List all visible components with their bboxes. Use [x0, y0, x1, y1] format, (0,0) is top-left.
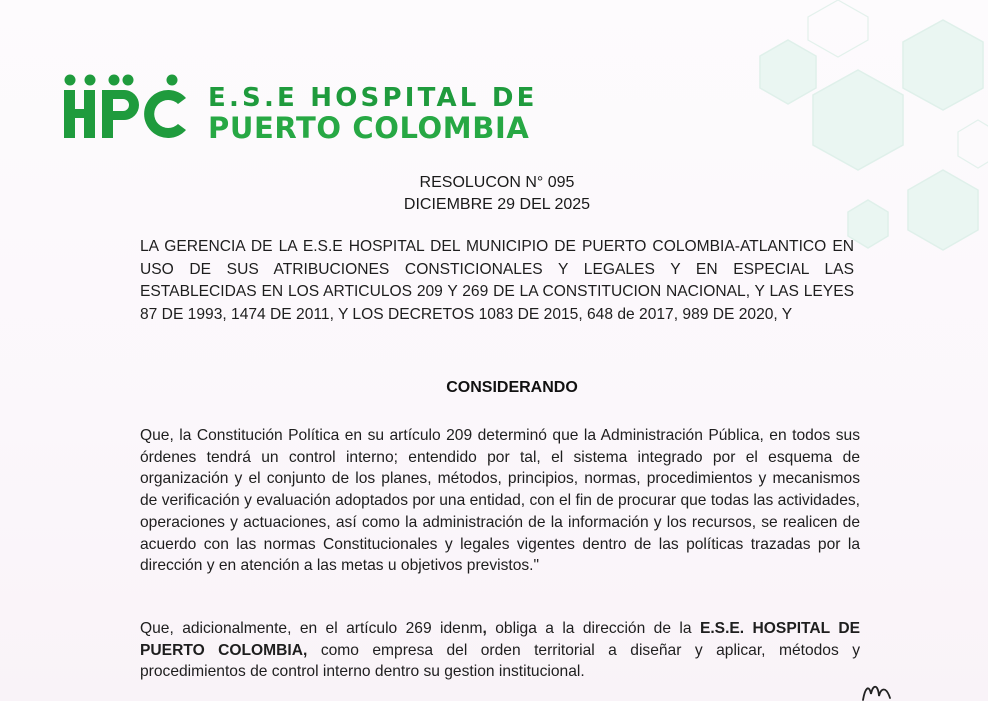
logo-title-line2: PUERTO COLOMBIA: [208, 111, 530, 145]
resolution-heading: [0, 172, 988, 216]
hpc-logo-mark-icon: [62, 72, 192, 142]
paragraph-article-269: [140, 618, 860, 683]
considerando-title: CONSIDERANDO: [446, 379, 578, 396]
hospital-logo: [62, 72, 582, 145]
paragraph2-part2: obliga a la dirección de la: [486, 620, 700, 637]
logo-title-line1: E.S.E HOSPITAL DE: [208, 83, 538, 113]
paragraph2-part3: como empresa del orden territorial a diseñar y aplicar, métodos y procedimientos de control interno dentro su gestion institucional.: [140, 641, 860, 681]
paragraph2-entity: E.S.E. HOSPITAL DE PUERTO COLOMBIA,: [140, 620, 860, 659]
handwritten-initials-icon: [860, 680, 894, 701]
resolution-date: DICIEMBRE 29 DEL 2025: [403, 196, 591, 213]
paragraph-article-209: Que, la Constitución Política en su artículo 209 determinó que la Administración Pública, en todos sus órdenes tendrá un control interno; entendido por tal, el sistema integrado por el esquema de organización y el conjunto de los planes, métodos, principios, normas, procedimientos y mecanismos de verificación y evaluación adoptados por una entidad, con el fin de procurar que todas las actividades, operaciones y actuaciones, así como la administración de la información y los recursos, se realicen de acuerdo con las normas Constitucionales y legales vigentes dentro de las políticas trazadas por la dirección y en atención a las metas u objetivos previstos.": [140, 427, 860, 575]
preamble-paragraph: LA GERENCIA DE LA E.S.E HOSPITAL DEL MUNICIPIO DE PUERTO COLOMBIA-ATLANTICO EN USO DE SUS ATRIBUCIONES CONSTICIONALES Y LEGALES Y EN ESPECIAL LAS ESTABLECIDAS EN LOS ARTICULOS 209 Y 269 DE LA CONSTITUCION NACIONAL, Y LAS LEYES 87 DE 1993, 1474 DE 2011, Y LOS DECRETOS 1083 DE 2015, 648 de 2017, 989 DE 2020, Y: [140, 238, 854, 324]
paragraph2-comma: ,: [482, 620, 487, 637]
resolution-number: RESOLUCON N° 095: [419, 174, 575, 191]
paragraph2-part1: Que, adicionalmente, en el artículo 269 idenm: [140, 620, 483, 637]
